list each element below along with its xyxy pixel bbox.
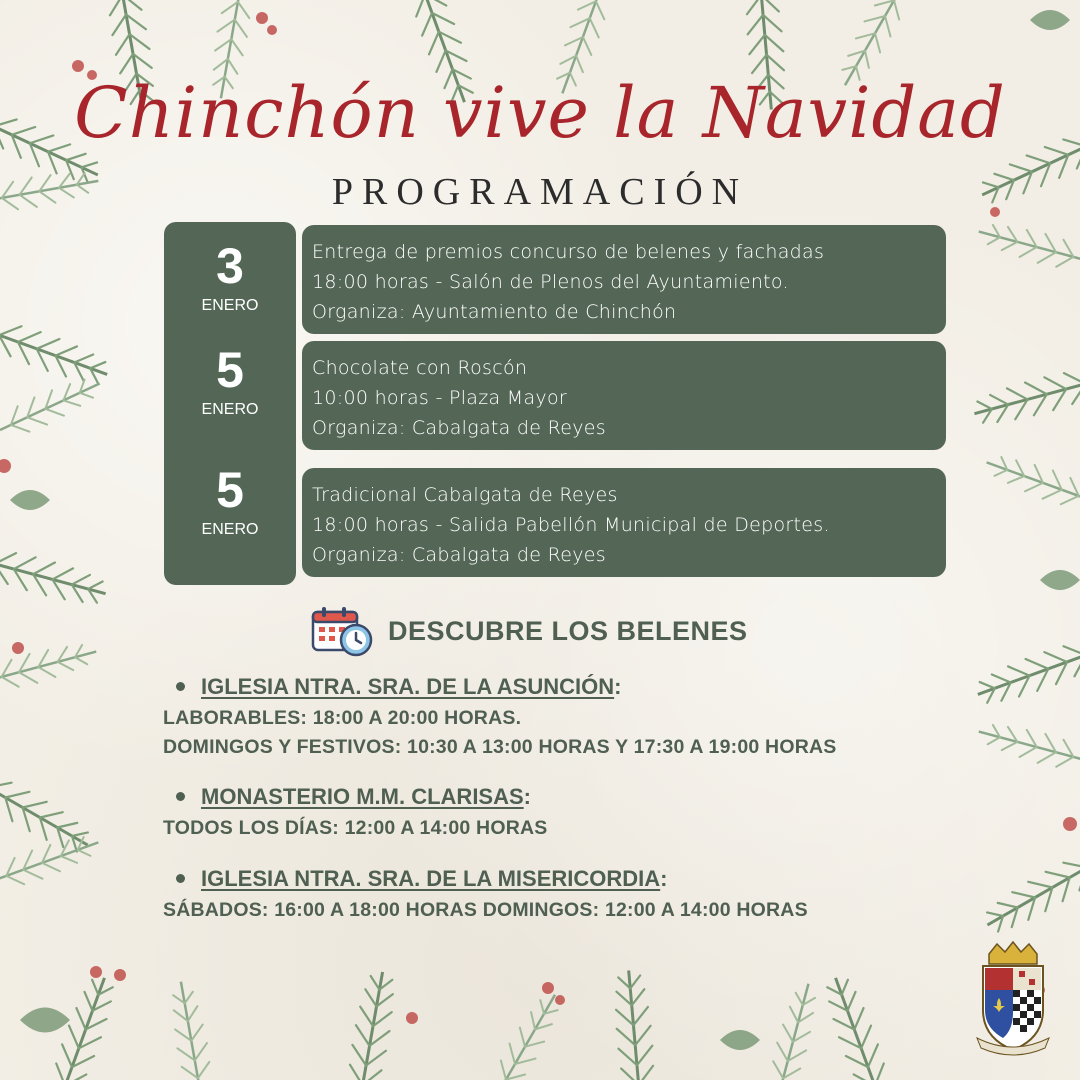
place-suffix: :	[614, 674, 622, 699]
event-card	[302, 468, 946, 577]
date-badge	[164, 462, 296, 540]
place-suffix: :	[523, 784, 531, 809]
place-hours: DOMINGOS Y FESTIVOS: 10:30 A 13:00 HORAS Y 17:30 A 19:00 HORAS	[163, 736, 837, 758]
date-month: ENERO	[201, 401, 259, 418]
event-name: Tradicional Cabalgata de Reyes	[312, 484, 618, 506]
date-day: 5	[216, 462, 244, 518]
date-badge	[164, 342, 296, 420]
event-card	[302, 341, 946, 450]
event-organizer: Organiza: Ayuntamiento de Chinchón	[312, 301, 677, 323]
place-item	[176, 674, 621, 700]
place-item	[176, 784, 531, 810]
event-organizer: Organiza: Cabalgata de Reyes	[312, 417, 606, 439]
place-name: IGLESIA NTRA. SRA. DE LA ASUNCIÓN	[201, 674, 615, 699]
date-month: ENERO	[201, 297, 259, 314]
date-badge	[164, 238, 296, 316]
event-time: 10:00 horas - Plaza Mayor	[312, 387, 568, 409]
event-organizer: Organiza: Cabalgata de Reyes	[312, 544, 606, 566]
event-time: 18:00 horas - Salón de Plenos del Ayuntamiento.	[312, 271, 789, 293]
calendar-clock-icon	[310, 604, 374, 658]
event-name: Chocolate con Roscón	[312, 357, 528, 379]
page-subtitle: PROGRAMACIÓN	[331, 171, 749, 213]
coat-of-arms-icon	[975, 940, 1051, 1060]
belenes-heading: DESCUBRE LOS BELENES	[388, 615, 748, 646]
bullet-icon	[176, 792, 185, 801]
place-hours: TODOS LOS DÍAS: 12:00 A 14:00 HORAS	[163, 817, 548, 839]
bullet-icon	[176, 874, 185, 883]
place-suffix: :	[660, 866, 668, 891]
event-card	[302, 225, 946, 334]
date-day: 5	[216, 342, 244, 398]
event-time: 18:00 horas - Salida Pabellón Municipal de Deportes.	[312, 514, 830, 536]
belenes-header	[310, 604, 748, 658]
bullet-icon	[176, 682, 185, 691]
place-item	[176, 866, 668, 892]
place-name: MONASTERIO M.M. CLARISAS	[201, 784, 524, 809]
date-day: 3	[216, 238, 244, 294]
page-title: Chinchón vive la Navidad	[74, 72, 1006, 154]
place-name: IGLESIA NTRA. SRA. DE LA MISERICORDIA	[201, 866, 661, 891]
place-hours: SÁBADOS: 16:00 A 18:00 HORAS DOMINGOS: 12:00 A 14:00 HORAS	[163, 899, 808, 921]
date-column	[164, 222, 296, 585]
date-month: ENERO	[201, 521, 259, 538]
place-hours: LABORABLES: 18:00 A 20:00 HORAS.	[163, 707, 522, 729]
event-name: Entrega de premios concurso de belenes y fachadas	[312, 241, 825, 263]
